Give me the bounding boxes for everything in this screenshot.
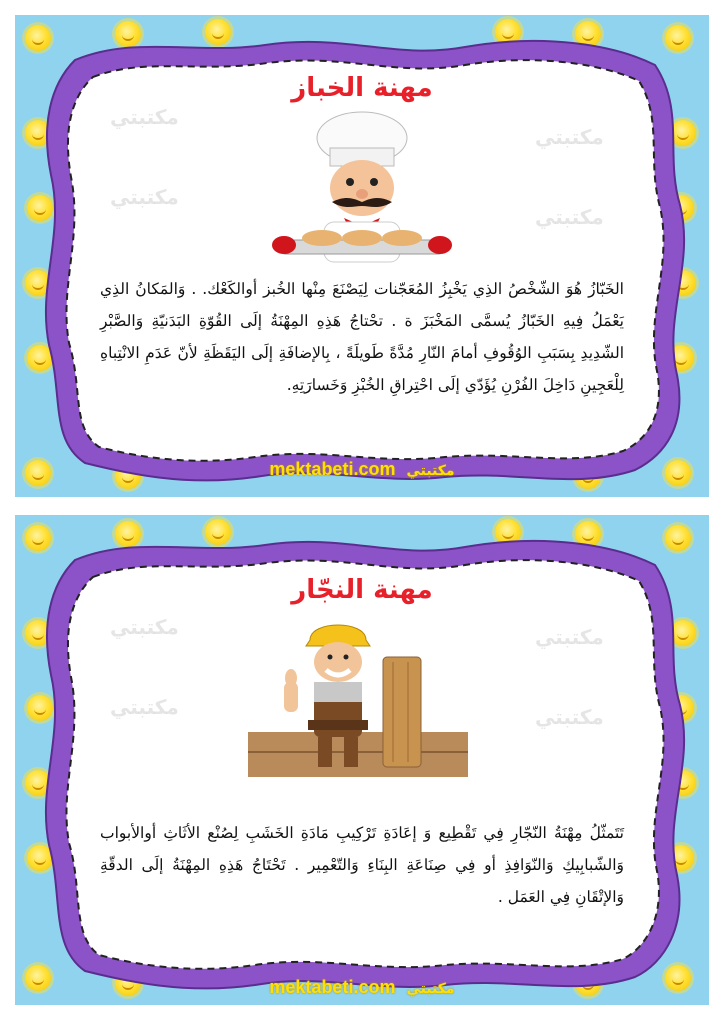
baker-card — [15, 15, 709, 497]
footer-arabic: مكتبتي — [406, 463, 455, 479]
site-footer — [15, 977, 709, 998]
watermark: مكتبتي — [110, 185, 179, 209]
carpenter-card — [15, 515, 709, 1005]
watermark: مكتبتي — [535, 125, 604, 149]
watermark: مكتبتي — [110, 695, 179, 719]
card-title: مهنة الخباز — [291, 73, 433, 103]
carpenter-illustration — [248, 612, 468, 777]
watermark: مكتبتي — [110, 615, 179, 639]
watermark: مكتبتي — [535, 205, 604, 229]
card-paragraph: تَتَمثّلُ مِهْنَةُ النّجّارِ فِي تَقْطِيع وَ إعَادَةِ تَرْكِيبِ مَادَةِ الخَشَبِ لِصُنْع الأثَاثِ أوالأبواب وَالشّبابِيكِ وَالنّوَافِذِ أو فِي صِنَاعَةِ البِنَاءِ وَالتّعْمِير . تَحْتَاجُ هَذِهِ المِهْنَةُ إلَى الدقّةِ وَالإتْقَانِ فِي العَمَل . — [100, 824, 624, 906]
footer-site: mektabeti.com — [269, 977, 396, 997]
card-paragraph: الخَبّازُ هُوَ الشّخْصُ الذِي يَخْبِزُ المُعَجّنات لِيَصْنَعَ مِنْها الخُبز أوالكَعْك. . وَالمَكانُ الذِي يَعْمَلُ فِيهِ الخَبّازُ يُسمَّى المَخْبَزَ ة . تحْتاجُ هَذِهِ المِهْنَةُ إلَى القُوّةِ البَدَنيّةِ وَالصَّبْرِ الشّدِيدِ بِسَبَبِ الوُقُوفِ أمامَ النّارِ مُدَّةً طَويلَةً ، بِالإضافَةِ إلَى اليَقَظَةِ لأنّ عَدَمِ الانْتِباهِ لِلْعَجِينِ دَاخِلَ الفُرْنِ يُؤَدّي إلَى احْتِراقِ الخُبْزِ وَخَسارَتِهِ. — [100, 280, 624, 394]
watermark: مكتبتي — [110, 105, 179, 129]
footer-arabic: مكتبتي — [406, 981, 455, 997]
site-footer — [15, 459, 709, 480]
card-title: مهنة النجّار — [291, 575, 433, 605]
footer-site: mektabeti.com — [269, 459, 396, 479]
watermark: مكتبتي — [535, 625, 604, 649]
baker-illustration — [262, 110, 462, 270]
watermark: مكتبتي — [535, 705, 604, 729]
